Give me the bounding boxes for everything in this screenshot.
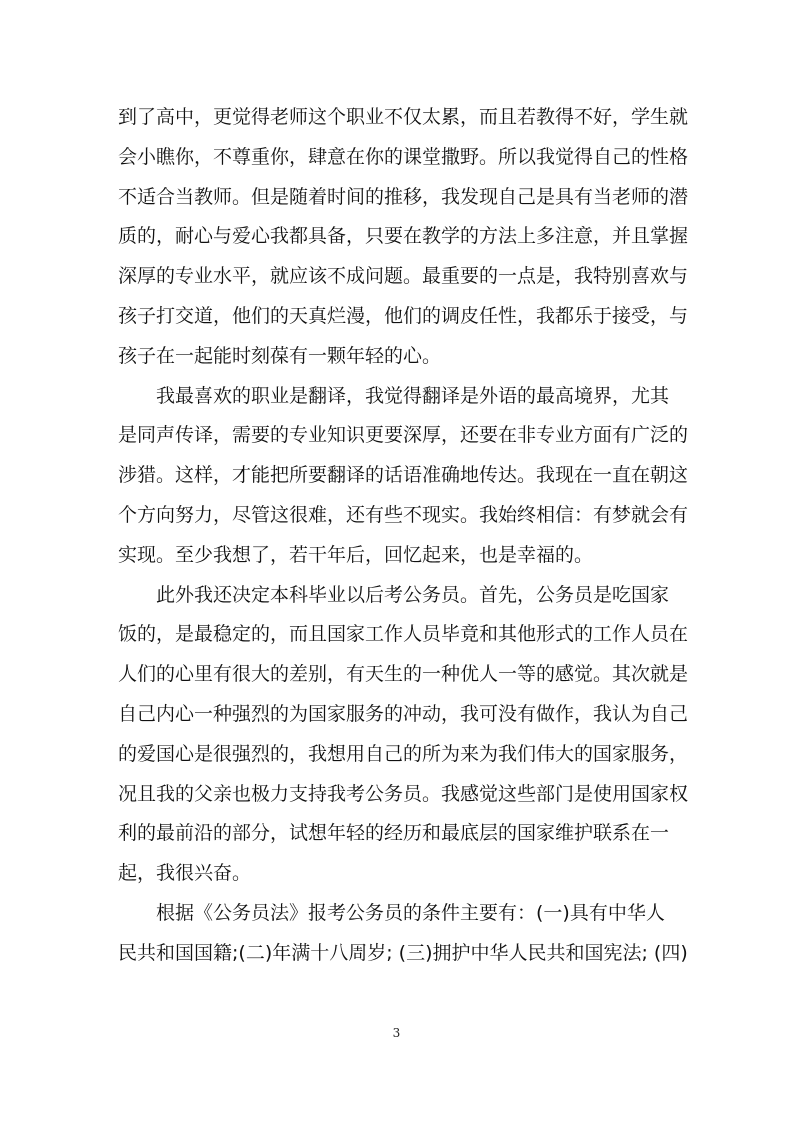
text-line: 利的最前沿的部分，试想年轻的经历和最底层的国家维护联系在一 [118,822,670,845]
text-line: 不适合当教师。但是随着时间的推移，我发现自己是具有当老师的潜 [118,185,689,208]
page-number: 3 [392,1026,401,1040]
text-line: 会小瞧你，不尊重你，肆意在你的课堂撒野。所以我觉得自己的性格 [118,145,689,168]
text-line: 实现。至少我想了，若干年后，回忆起来，也是幸福的。 [118,543,594,566]
text-line: 此外我还决定本科毕业以后考公务员。首先，公务员是吃国家 [118,583,670,606]
body-text [118,98,689,974]
text-line: 饭的，是最稳定的，而且国家工作人员毕竟和其他形式的工作人员在 [118,623,689,646]
text-line: 的爱国心是很强烈的，我想用自己的所为来为我们伟大的国家服务， [118,742,689,765]
text-line: 孩子打交道，他们的天真烂漫，他们的调皮任性，我都乐于接受，与 [118,304,689,327]
text-line: 孩子在一起能时刻葆有一颗年轻的心。 [118,344,442,367]
text-line: 深厚的专业水平，就应该不成问题。最重要的一点是，我特别喜欢与 [118,265,689,288]
text-line: 是同声传译，需要的专业知识更要深厚，还要在非专业方面有广泛的 [118,424,689,447]
text-line: 况且我的父亲也极力支持我考公务员。我感觉这些部门是使用国家权 [118,782,689,805]
text-line: 个方向努力，尽管这很难，还有些不现实。我始终相信：有梦就会有 [118,503,689,526]
text-line: 质的，耐心与爱心我都具备，只要在教学的方法上多注意，并且掌握 [118,225,689,248]
text-line: 涉猎。这样，才能把所要翻译的话语准确地传达。我现在一直在朝这 [118,464,689,487]
text-line: 到了高中，更觉得老师这个职业不仅太累，而且若教得不好，学生就 [118,106,689,128]
text-line: 自己内心一种强烈的为国家服务的冲动，我可没有做作，我认为自己 [118,702,689,725]
text-line: 人们的心里有很大的差别，有天生的一种优人一等的感觉。其次就是 [118,663,689,686]
text-line: 根据《公务员法》报考公务员的条件主要有：(一)具有中华人 [118,901,665,924]
text-line: 我最喜欢的职业是翻译，我觉得翻译是外语的最高境界，尤其 [118,384,670,407]
text-line: 起，我很兴奋。 [118,862,252,885]
text-line: 民共和国国籍;(二)年满十八周岁; (三)拥护中华人民共和国宪法; (四) [118,941,688,964]
